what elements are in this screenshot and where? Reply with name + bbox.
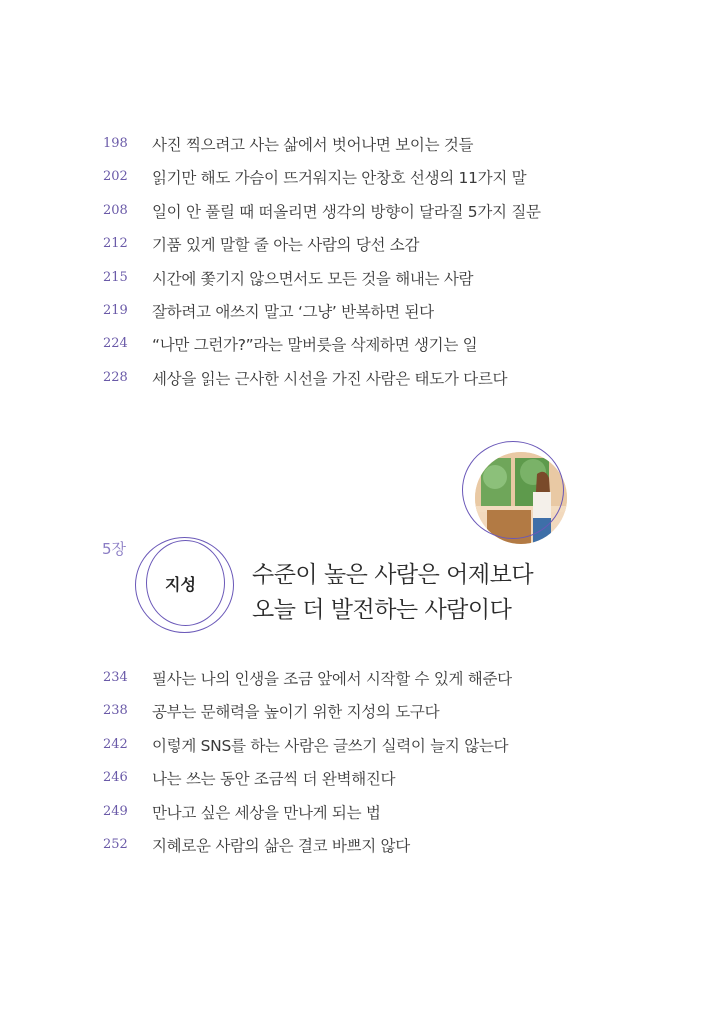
page-number: 202 [103, 169, 128, 185]
entry-title: 시간에 쫓기지 않으면서도 모든 것을 해내는 사람 [152, 269, 474, 288]
page-number: 249 [103, 803, 128, 819]
page-number: 238 [103, 703, 128, 719]
chapter-heading-line2: 오늘 더 발전하는 사람이다 [252, 597, 512, 623]
page-number: 212 [103, 236, 128, 252]
entry-title: 이렇게 SNS를 하는 사람은 글쓰기 실력이 늘지 않는다 [152, 736, 509, 755]
entry-title: 지혜로운 사람의 삶은 결코 바쁘지 않다 [152, 837, 410, 855]
chapter-number: 5장 [102, 540, 127, 558]
page-number: 234 [103, 670, 128, 685]
entry-title: 일이 안 풀릴 때 떠올리면 생각의 방향이 달라질 5가지 질문 [152, 202, 541, 221]
entry-title: 잘하려고 애쓰지 말고 ‘그냥’ 반복하면 된다 [152, 303, 434, 321]
decorative-circle-photo [462, 441, 564, 539]
page-number: 219 [103, 303, 128, 318]
entry-title: “나만 그런가?”라는 말버릇을 삭제하면 생기는 일 [152, 336, 478, 355]
entry-title: 나는 쓰는 동안 조금씩 더 완벽해진다 [152, 770, 396, 789]
page-number: 242 [103, 736, 128, 752]
page-number: 228 [103, 369, 128, 385]
page-number: 208 [103, 202, 128, 218]
page-number: 198 [103, 136, 128, 151]
entry-title: 기품 있게 말할 줄 아는 사람의 당선 소감 [152, 236, 420, 255]
page-number: 215 [103, 269, 128, 285]
entry-title: 공부는 문해력을 높이기 위한 지성의 도구다 [152, 703, 440, 722]
chapter-heading-line1: 수준이 높은 사람은 어제보다 [252, 562, 534, 588]
chapter-label: 지성 [165, 575, 196, 594]
page-number: 224 [103, 336, 128, 352]
entry-title: 세상을 읽는 근사한 시선을 가진 사람은 태도가 다르다 [152, 369, 508, 388]
page-number: 246 [103, 770, 128, 786]
page-number: 252 [103, 837, 128, 852]
entry-title: 읽기만 해도 가슴이 뜨거워지는 안창호 선생의 11가지 말 [152, 169, 527, 188]
entry-title: 사진 찍으려고 사는 삶에서 벗어나면 보이는 것들 [152, 136, 474, 154]
entry-title: 필사는 나의 인생을 조금 앞에서 시작할 수 있게 해준다 [152, 670, 512, 688]
entry-title: 만나고 싶은 세상을 만나게 되는 법 [152, 803, 381, 822]
